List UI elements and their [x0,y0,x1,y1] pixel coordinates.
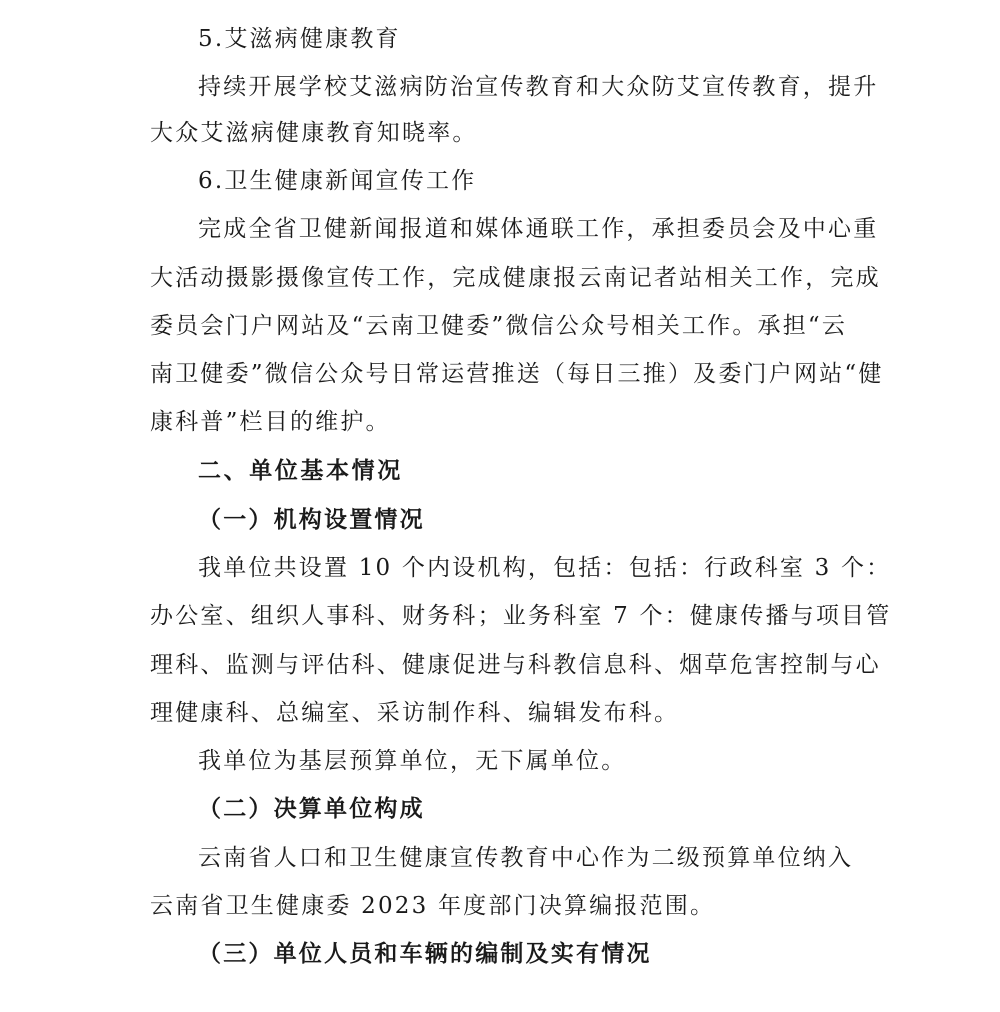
paragraph-line: 持续开展学校艾滋病防治宣传教育和大众防艾宣传教育，提升 [198,74,879,100]
paragraph-line: 大活动摄影摄像宣传工作，完成健康报云南记者站相关工作，完成 [150,265,881,291]
paragraph-line: 我单位为基层预算单位，无下属单位。 [198,748,627,774]
paragraph-line: 康科普”栏目的维护。 [150,409,391,435]
subsection-heading-organization: （一）机构设置情况 [198,506,425,533]
paragraph-line: 理科、监测与评估科、健康促进与科教信息科、烟草危害控制与心 [150,652,881,678]
paragraph-line: 理健康科、总编室、采访制作科、编辑发布科。 [150,700,680,726]
chapter-heading-unit-basics: 二、单位基本情况 [198,458,403,484]
paragraph-line: 大众艾滋病健康教育知晓率。 [150,120,478,146]
paragraph-line: 完成全省卫健新闻报道和媒体通联工作，承担委员会及中心重 [198,216,879,242]
subsection-heading-final-accounts: （二）决算单位构成 [198,795,425,822]
paragraph-line: 云南省卫生健康委 2023 年度部门决算编报范围。 [150,893,716,919]
paragraph-line: 云南省人口和卫生健康宣传教育中心作为二级预算单位纳入 [198,845,854,871]
section-heading-aids-education: 5.艾滋病健康教育 [198,26,401,52]
paragraph-line: 委员会门户网站及“云南卫健委”微信公众号相关工作。承担“云 [150,313,848,339]
section-heading-news-publicity: 6.卫生健康新闻宣传工作 [198,168,477,194]
paragraph-line: 南卫健委”微信公众号日常运营推送（每日三推）及委门户网站“健 [150,361,884,387]
subsection-heading-staff-vehicles: （三）单位人员和车辆的编制及实有情况 [198,940,652,967]
paragraph-line: 办公室、组织人事科、财务科；业务科室 7 个：健康传播与项目管 [150,603,892,629]
paragraph-line: 我单位共设置 10 个内设机构，包括：包括：行政科室 3 个： [198,555,892,581]
